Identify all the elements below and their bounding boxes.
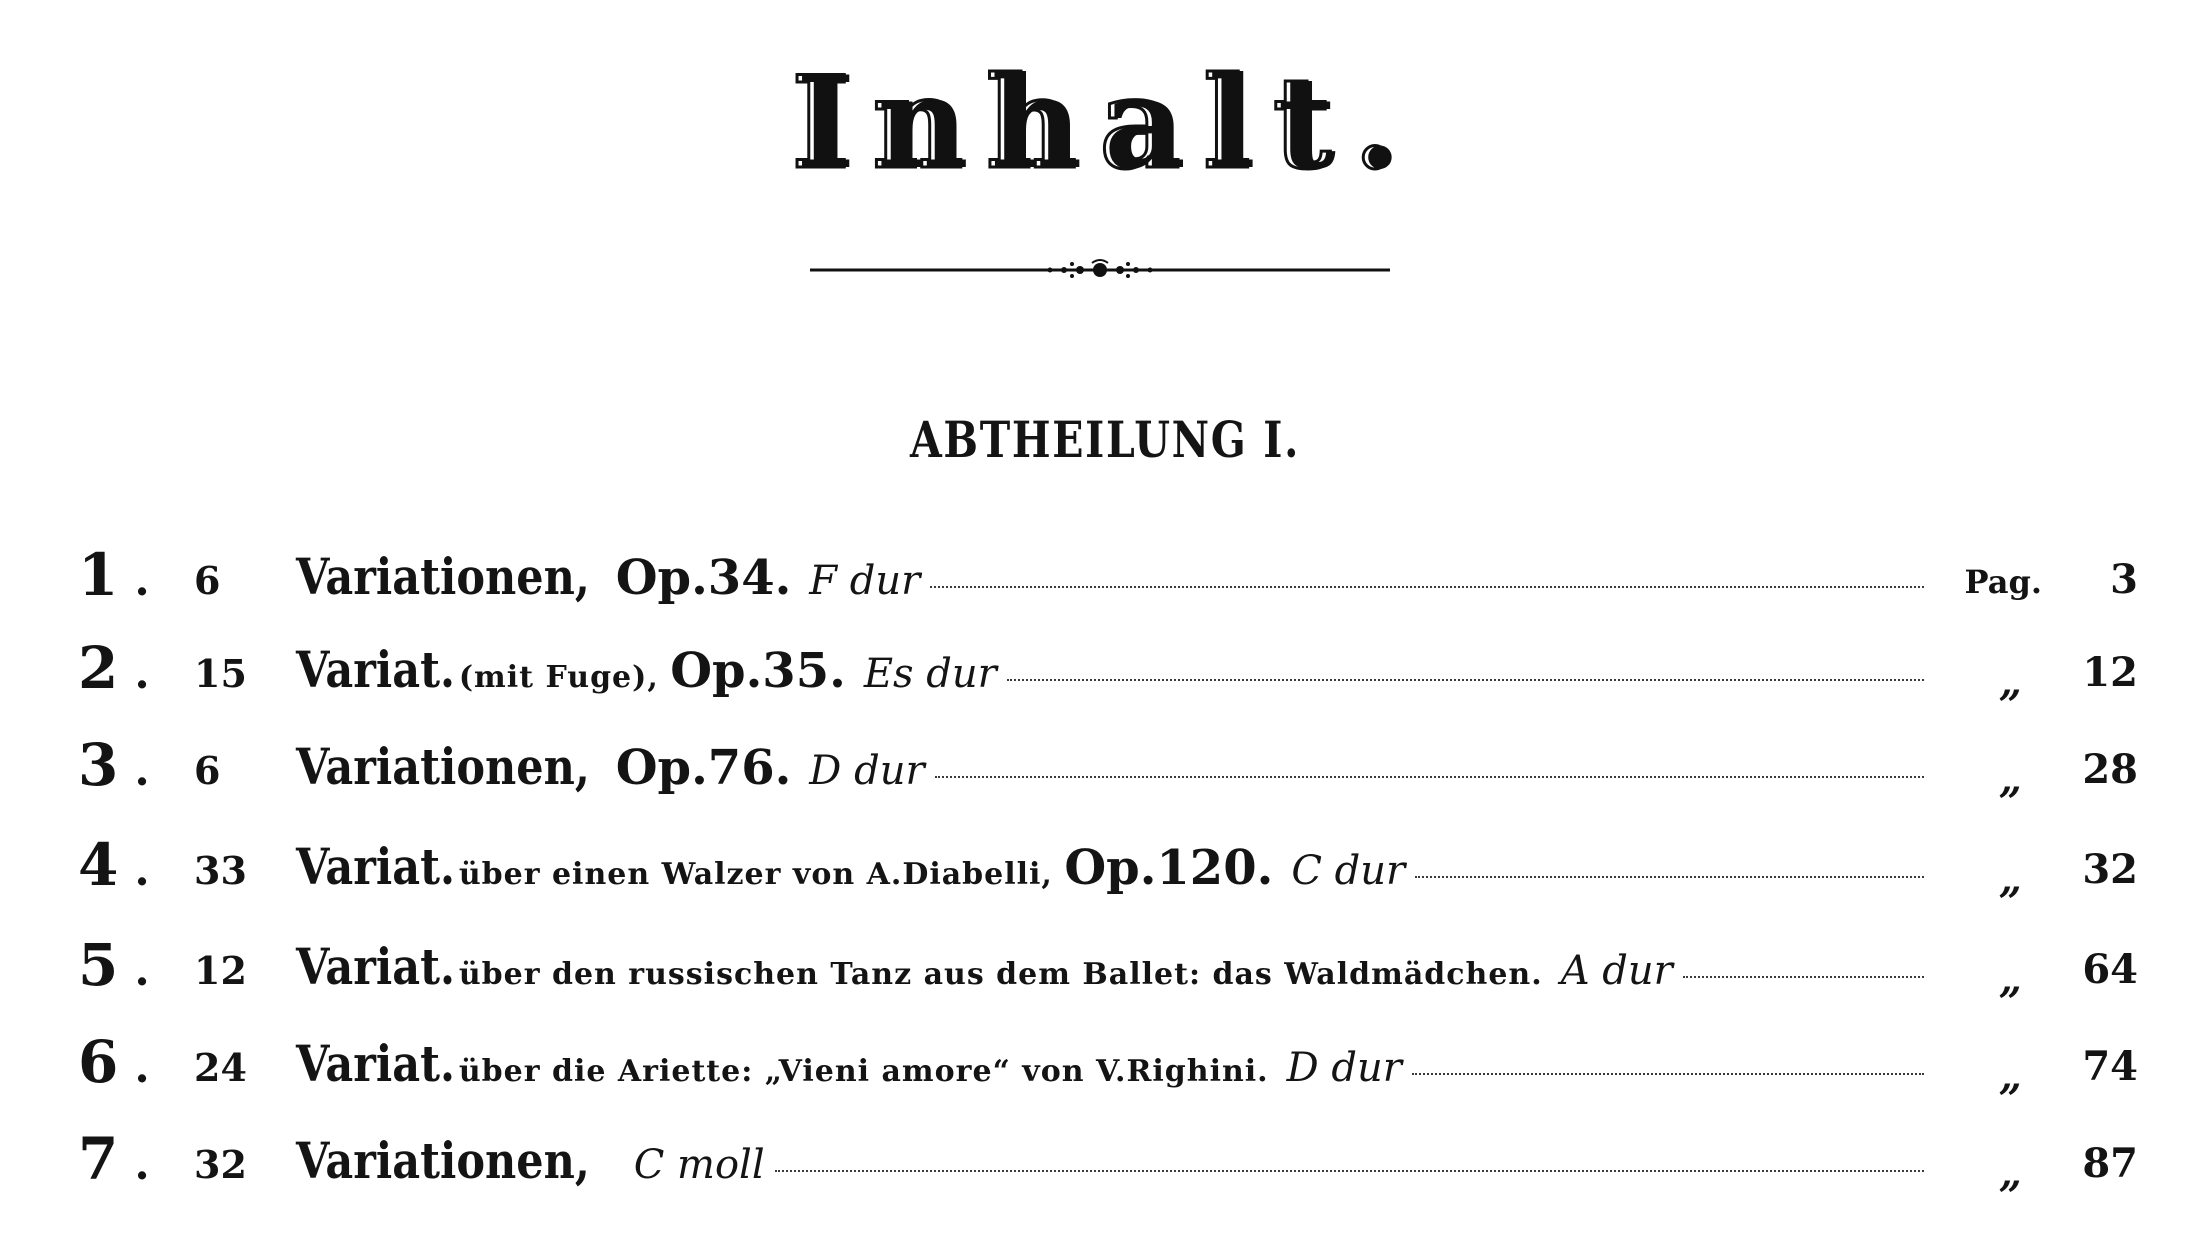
entry-key: C moll xyxy=(633,1142,765,1188)
entry-count: 15 xyxy=(194,651,247,696)
page-number: 87 xyxy=(2082,1140,2138,1187)
page-number: 28 xyxy=(2082,746,2138,793)
title-segment: Op.120. xyxy=(1064,840,1274,896)
title-segment: über den russischen Tanz aus dem Ballet: das Waldmädchen. xyxy=(458,957,1543,992)
entry-number-value: 5 xyxy=(78,931,119,999)
entry-key: D dur xyxy=(1286,1045,1402,1091)
title-segment: Op.34. xyxy=(615,550,792,606)
dot-leader xyxy=(935,774,1924,778)
dot-leader xyxy=(1415,874,1924,878)
entry-number xyxy=(78,931,150,999)
entry-number xyxy=(78,634,150,702)
entry-number xyxy=(78,831,150,899)
title-segment: Variat. xyxy=(296,937,455,996)
entry-number-dot: . xyxy=(134,945,150,996)
entry-key: D dur xyxy=(809,748,925,794)
title-segment: Variationen, xyxy=(296,1131,590,1190)
entry-number-dot: . xyxy=(134,1042,150,1093)
list-item xyxy=(78,828,2138,903)
entry-number-dot: . xyxy=(134,845,150,896)
entry-title-text xyxy=(296,737,925,796)
entry-title-text xyxy=(296,937,1673,996)
entry-title xyxy=(296,1131,1938,1190)
list-item xyxy=(78,538,2138,610)
entry-title-text xyxy=(296,1131,765,1190)
list-item xyxy=(78,728,2138,803)
dot-leader xyxy=(1683,974,1924,978)
entry-number xyxy=(78,541,150,609)
title-segment: (mit Fuge), xyxy=(458,660,671,695)
ditto-mark: „ xyxy=(1998,1150,2022,1197)
ditto-mark: „ xyxy=(1998,659,2022,706)
list-item xyxy=(78,928,2138,1003)
entry-count: 6 xyxy=(194,748,221,793)
page-number: 12 xyxy=(2082,649,2138,696)
entry-number-dot: . xyxy=(134,745,150,796)
entry-number xyxy=(78,1028,150,1096)
entry-title xyxy=(296,737,1938,796)
list-item xyxy=(78,631,2138,706)
entry-title-text xyxy=(296,640,997,699)
dot-leader xyxy=(1412,1071,1924,1075)
entry-number xyxy=(78,731,150,799)
section-heading: ABTHEILUNG I. xyxy=(909,410,1301,469)
entry-title xyxy=(296,547,1938,606)
entry-title-text xyxy=(296,837,1406,896)
page-label: Pag. xyxy=(1964,563,2042,601)
entry-key: F dur xyxy=(809,558,921,604)
title-segment: über einen Walzer von A.Diabelli, xyxy=(458,857,1065,892)
entry-number-value: 4 xyxy=(78,831,119,899)
page-number: 64 xyxy=(2082,946,2138,993)
entry-number-dot: . xyxy=(134,555,150,606)
ditto-mark: „ xyxy=(1998,1053,2022,1100)
entry-number-value: 6 xyxy=(78,1028,119,1096)
entry-title-text xyxy=(296,1034,1402,1093)
page-number: 32 xyxy=(2082,846,2138,893)
entry-number-value: 3 xyxy=(78,731,119,799)
title-segment: Op.76. xyxy=(615,740,792,796)
page-number: 3 xyxy=(2110,556,2138,603)
entry-count: 12 xyxy=(194,948,247,993)
dot-leader xyxy=(930,584,1924,588)
entry-number-value: 2 xyxy=(78,634,119,702)
entry-key: A dur xyxy=(1560,948,1673,994)
entry-title-text xyxy=(296,547,921,606)
entry-title xyxy=(296,1034,1938,1093)
entry-number-value: 7 xyxy=(78,1125,119,1193)
title-segment: über die Ariette: „Vieni amore“ von V.Righini. xyxy=(458,1054,1269,1089)
entry-number-dot: . xyxy=(134,1139,150,1190)
entry-number-dot: . xyxy=(134,648,150,699)
entry-number xyxy=(78,1125,150,1193)
ditto-mark: „ xyxy=(1998,756,2022,803)
entry-title xyxy=(296,640,1938,699)
title-segment: Op.35. xyxy=(670,643,846,699)
entry-count: 33 xyxy=(194,848,247,893)
list-item xyxy=(78,1122,2138,1197)
entry-count: 24 xyxy=(194,1045,247,1090)
page-title: Inhalt. xyxy=(791,49,1419,197)
entry-count: 6 xyxy=(194,558,221,603)
title-segment: Variationen, xyxy=(296,547,590,606)
title-segment: Variat. xyxy=(296,640,455,699)
entry-title xyxy=(296,937,1938,996)
entry-number-value: 1 xyxy=(78,541,119,609)
title-segment: Variationen, xyxy=(296,737,590,796)
ditto-mark: „ xyxy=(1998,856,2022,903)
page-number: 74 xyxy=(2082,1043,2138,1090)
entry-key: Es dur xyxy=(863,651,997,697)
entry-title xyxy=(296,837,1938,896)
entry-key: C dur xyxy=(1291,848,1406,894)
list-item xyxy=(78,1025,2138,1100)
dot-leader xyxy=(775,1168,1924,1172)
title-segment: Variat. xyxy=(296,837,455,896)
entry-count: 32 xyxy=(194,1142,247,1187)
title-segment: Variat. xyxy=(296,1034,455,1093)
ditto-mark: „ xyxy=(1998,956,2022,1003)
dot-leader xyxy=(1007,677,1924,681)
